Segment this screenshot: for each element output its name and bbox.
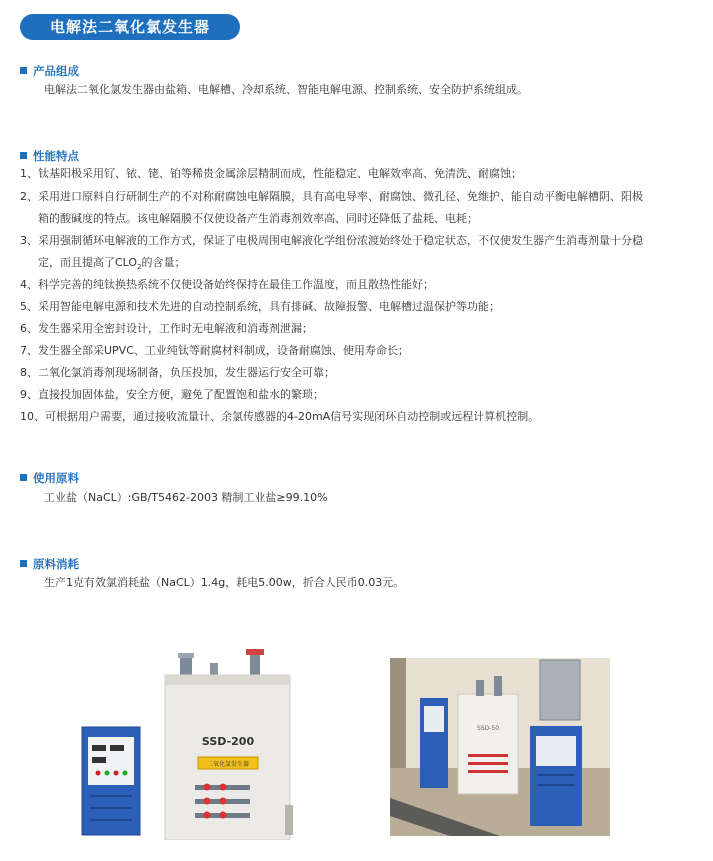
installation-generator-image [458, 676, 518, 794]
generator-plate-label: 二氧化氯发生器 [206, 761, 250, 768]
installation-model-label: SSD-50 [476, 725, 500, 732]
section-heading-materials: 使用原料 [20, 470, 79, 486]
feature-item-5: 5、采用智能电解电源和技术先进的自动控制系统，具有排碱、故障报警、电解槽过温保护等功能； [20, 300, 500, 313]
generator-model-label: SSD-200 [201, 735, 255, 748]
feature-item-1: 1、钛基阳极采用钌、铱、铑、铂等稀贵金属涂层精制而成，性能稳定、电解效率高、免清洗、耐腐蚀； [20, 167, 522, 180]
section-heading-composition: 产品组成 [20, 63, 79, 79]
feature-item-6: 6、发生器采用全密封设计，工作时无电解液和消毒剂泄漏； [20, 322, 313, 335]
consumption-text: 生产1克有效氯消耗盐（NaCL）1.4g，耗电5.00w，折合人民币0.03元。 [44, 576, 405, 589]
feature-item-10: 10、可根据用户需要，通过接收流量计、余氯传感器的4-20mA信号实现闭环自动控制或远程计算机控制。 [20, 410, 540, 423]
feature-item-7: 7、发生器全部采UPVC、工业纯钛等耐腐材料制成，设备耐腐蚀、使用寿命长； [20, 344, 409, 357]
materials-text: 工业盐（NaCL）:GB/T5462-2003 精制工业盐≥99.10% [44, 491, 328, 504]
feature-item-3: 3、采用强制循环电解液的工作方式，保证了电极周围电解液化学组份浓渡始终处于稳定状态，不仅使发生器产生消毒剂量十分稳 定，而且提高了$CLO_2$的含量； [20, 234, 643, 272]
square-bullet-icon [20, 560, 27, 567]
square-bullet-icon [20, 67, 27, 74]
section-heading-consumption: 原料消耗 [20, 556, 79, 572]
installation-photo [390, 658, 610, 836]
installation-cabinet-right-image [530, 726, 582, 826]
power-cabinet-image [82, 727, 140, 835]
square-bullet-icon [20, 152, 27, 159]
feature-item-4: 4、科学完善的纯钛换热系统不仅使设备始终保持在最佳工作温度，而且散热性能好； [20, 278, 434, 291]
feature-item-2: 2、采用进口原料自行研制生产的不对称耐腐蚀电解隔膜，具有高电导率、耐腐蚀、微孔径、免维护、能自动平衡电解槽阴、阳极 箱的酸碱度的特点。该电解隔膜不仅使设备产生消毒剂效率高、同时还降低了盐耗、电耗； [20, 190, 643, 225]
section-heading-features: 性能特点 [20, 148, 79, 164]
composition-text: 电解法二氧化氯发生器由盐箱、电解槽、冷却系统、智能电解电源、控制系统、安全防护系统组成。 [44, 83, 528, 96]
square-bullet-icon [20, 474, 27, 481]
installation-cabinet-left-image [420, 698, 448, 788]
product-photo-generator [80, 645, 305, 840]
feature-item-9: 9、直接投加固体盐，安全方便，避免了配置饱和盐水的繁琐； [20, 388, 324, 401]
feature-item-8: 8、二氧化氯消毒剂现场制备，负压投加，发生器运行安全可靠； [20, 366, 335, 379]
generator-box-image [165, 649, 293, 840]
page-title: 电解法二氧化氯发生器 [20, 14, 240, 40]
